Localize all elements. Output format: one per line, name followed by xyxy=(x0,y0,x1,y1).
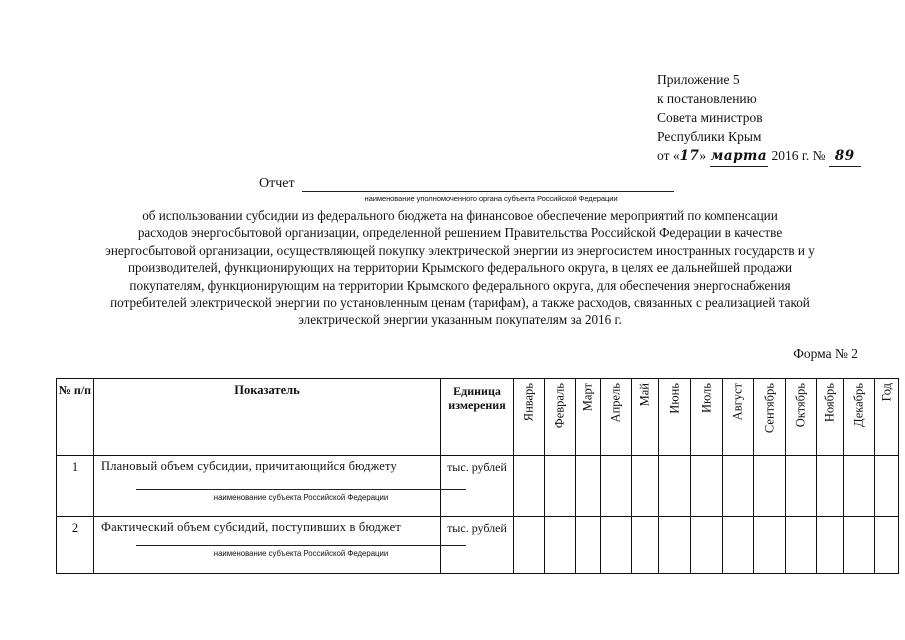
report-line: об использовании субсидии из федерального бюджета на финансовое обеспечение мероприятий по компенсации xyxy=(142,208,778,223)
month-label: Октябрь xyxy=(793,383,808,428)
value-cell xyxy=(601,456,632,517)
month-label: Декабрь xyxy=(851,383,866,427)
header-month xyxy=(723,379,754,456)
org-caption: наименование уполномоченного органа субъекта Российской Федерации xyxy=(364,194,618,203)
date-suffix: 2016 г. № xyxy=(768,148,829,163)
row-num: 2 xyxy=(57,517,94,574)
handwritten-number: 89 xyxy=(829,147,861,167)
header-unit-line1: Единица xyxy=(453,384,501,398)
month-label: Май xyxy=(637,383,652,407)
value-cell xyxy=(576,517,601,574)
report-title: Отчет xyxy=(259,176,295,191)
org-underline xyxy=(302,191,674,192)
year-label: Год xyxy=(879,383,893,402)
month-label: Август xyxy=(730,383,745,421)
row-unit: тыс. рублей xyxy=(441,456,514,517)
handwritten-month: марта xyxy=(710,147,769,167)
row-indicator xyxy=(94,456,441,517)
value-cell xyxy=(601,517,632,574)
indicator-text: Плановый объем субсидии, причитающийся бюджету xyxy=(101,459,397,473)
month-label: Ноябрь xyxy=(822,383,837,423)
date-prefix: от « xyxy=(657,148,680,163)
header-month xyxy=(632,379,659,456)
value-cell xyxy=(632,456,659,517)
header-month xyxy=(545,379,576,456)
value-cell xyxy=(723,456,754,517)
table-row xyxy=(57,517,899,574)
value-cell xyxy=(659,456,691,517)
indicator-text: Фактический объем субсидий, поступивших в бюджет xyxy=(101,520,402,534)
header-month xyxy=(659,379,691,456)
value-cell xyxy=(754,517,786,574)
report-description xyxy=(30,207,890,329)
value-cell xyxy=(875,517,899,574)
header-month xyxy=(754,379,786,456)
value-cell xyxy=(786,517,817,574)
month-label: Сентябрь xyxy=(762,383,776,434)
header-indicator: Показатель xyxy=(94,379,441,456)
value-cell xyxy=(817,517,844,574)
report-line: расходов энергосбытовой организации, определенной решением Правительства Российской Федерации в качестве xyxy=(137,225,783,241)
table-row xyxy=(57,456,899,517)
table-header-row xyxy=(57,379,899,456)
header-unit-line2: измерения xyxy=(448,398,506,412)
month-label: Июль xyxy=(699,383,713,413)
report-line: производителей, функционирующих на территории Крымского федерального округа, в целях ее дальнейшей продажи xyxy=(127,260,792,276)
report-line: электрической энергии указанным покупателям за 2016 г. xyxy=(298,312,622,328)
header-month xyxy=(844,379,875,456)
header-month xyxy=(601,379,632,456)
value-cell xyxy=(844,456,875,517)
row-indicator xyxy=(94,517,441,574)
appendix-block xyxy=(657,70,861,167)
header-month xyxy=(817,379,844,456)
value-cell xyxy=(545,517,576,574)
value-cell xyxy=(786,456,817,517)
value-cell xyxy=(691,456,723,517)
value-cell xyxy=(844,517,875,574)
value-cell xyxy=(514,517,545,574)
value-cell xyxy=(632,517,659,574)
month-label: Январь xyxy=(521,383,536,422)
subject-caption: наименование субъекта Российской Федерации xyxy=(213,549,389,558)
header-month xyxy=(786,379,817,456)
header-month xyxy=(514,379,545,456)
month-label: Апрель xyxy=(608,383,623,423)
value-cell xyxy=(754,456,786,517)
month-label: Июнь xyxy=(667,383,681,414)
value-cell xyxy=(576,456,601,517)
appendix-line-4: Республики Крым xyxy=(657,129,762,144)
report-line: энергосбытовой организации, осуществляющей покупку электрической энергии из энергосистем иностранных государств и у xyxy=(105,242,815,258)
month-label: Март xyxy=(580,383,595,412)
header-month xyxy=(691,379,723,456)
row-unit: тыс. рублей xyxy=(441,517,514,574)
header-unit xyxy=(441,379,514,456)
value-cell xyxy=(659,517,691,574)
appendix-line-3: Совета министров xyxy=(657,110,763,125)
handwritten-day: 17 xyxy=(679,148,700,164)
appendix-line-1: Приложение 5 xyxy=(657,72,740,87)
appendix-line-2: к постановлению xyxy=(657,91,757,106)
subject-underline xyxy=(136,545,466,546)
report-table xyxy=(56,378,899,574)
value-cell xyxy=(514,456,545,517)
value-cell xyxy=(875,456,899,517)
value-cell xyxy=(691,517,723,574)
month-label: Февраль xyxy=(552,383,567,429)
header-num: № п/п xyxy=(57,379,94,456)
appendix-date-line xyxy=(657,146,861,167)
value-cell xyxy=(817,456,844,517)
date-mid: » xyxy=(699,148,710,163)
report-line: покупателям, функционирующим на территории Крымского федерального округа, для обеспечения энергоснабжения xyxy=(129,277,791,293)
value-cell xyxy=(545,456,576,517)
value-cell xyxy=(723,517,754,574)
row-num: 1 xyxy=(57,456,94,517)
header-month xyxy=(576,379,601,456)
subject-underline xyxy=(136,489,466,490)
subject-caption: наименование субъекта Российской Федерации xyxy=(213,493,389,502)
report-line: потребителей электрической энергии по установленным ценам (тарифам), а также расходов, связанных с реализацией такой xyxy=(110,295,810,311)
header-year xyxy=(875,379,899,456)
form-label: Форма № 2 xyxy=(793,346,858,361)
